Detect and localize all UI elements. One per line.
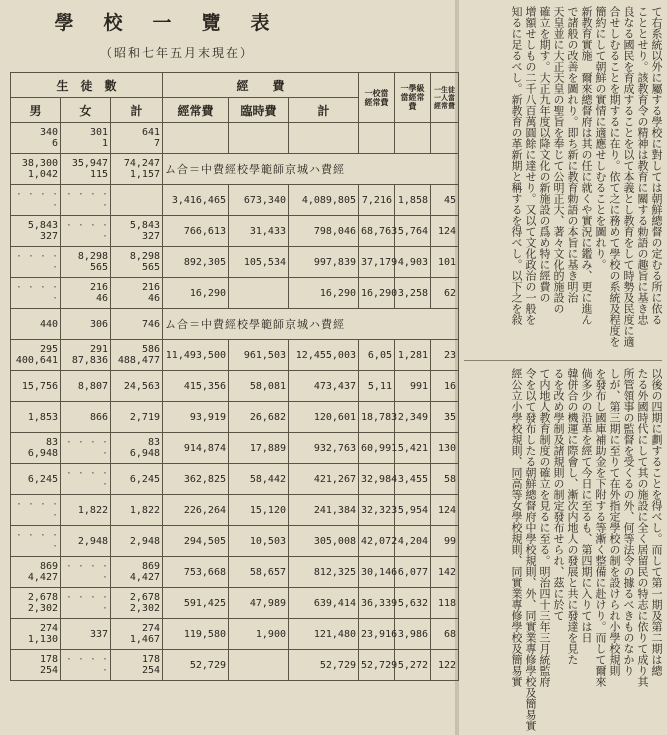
cell-regular: 93,919 xyxy=(163,402,229,433)
text-column: 以後の四期に劃することを得べし。而して第一期及第二期は總 xyxy=(650,368,663,676)
cell-temp: 31,433 xyxy=(229,216,289,247)
cell-male: 2,678 2,302 xyxy=(11,588,61,619)
cell-exp_total: 421,267 xyxy=(289,464,359,495)
text-column: たる外國時代にして其の施設に全く居留民の特志に依りて成り其 xyxy=(636,368,649,687)
cell-total: 586 488,477 xyxy=(111,340,163,371)
cell-female: · · · · · xyxy=(61,464,111,495)
cell-per_class: 1,858 xyxy=(395,185,431,216)
cell-female: 291 87,836 xyxy=(61,340,111,371)
cell-per_school: 5,11 xyxy=(359,371,395,402)
cell-regular: 3,416,465 xyxy=(163,185,229,216)
cell-regular: 914,874 xyxy=(163,433,229,464)
right-text-top xyxy=(464,6,662,356)
cell-female: · · · · · xyxy=(61,216,111,247)
male-header: 男 xyxy=(11,98,61,123)
cell-temp: 1,900 xyxy=(229,619,289,650)
cell-female: · · · · · xyxy=(61,588,111,619)
cell-per_school xyxy=(359,123,395,154)
cell-exp_total xyxy=(289,123,359,154)
text-column: を發布し國庫補助金を下附する等漸く整備に赴けり。而して爾來 xyxy=(594,368,607,687)
cell-exp_total: 639,414 xyxy=(289,588,359,619)
text-column: 合せしむることを期するに在り。依て之に務めて學校の系統及程度を xyxy=(608,6,621,347)
table-row xyxy=(11,154,459,185)
cell-regular: 591,425 xyxy=(163,588,229,619)
cell-per_student xyxy=(431,123,459,154)
cell-per_class: 3,455 xyxy=(395,464,431,495)
cell-per_class: 4,204 xyxy=(395,526,431,557)
cell-regular: 753,668 xyxy=(163,557,229,588)
cell-total: 1,822 xyxy=(111,495,163,526)
cell-per_school: 36,339 xyxy=(359,588,395,619)
cell-regular: 766,613 xyxy=(163,216,229,247)
cell-male: 6,245 xyxy=(11,464,61,495)
cell-exp_total: 305,008 xyxy=(289,526,359,557)
cell-per_student: 58 xyxy=(431,464,459,495)
cell-exp_total: 121,480 xyxy=(289,619,359,650)
cell-per_school: 60,991 xyxy=(359,433,395,464)
cell-temp: 58,081 xyxy=(229,371,289,402)
text-column: て内地人教育制度の確立を見るに至る。明治四十三年三月統監府 xyxy=(538,368,551,687)
cell-total: 746 xyxy=(111,309,163,340)
text-column: 天皇並に大正天皇の聖旨を奉じて公明正大、著々文化的施設の xyxy=(552,6,565,314)
section-divider xyxy=(464,360,662,361)
cell-per_school: 16,290 xyxy=(359,278,395,309)
cell-male: · · · · · xyxy=(11,526,61,557)
cell-regular: 294,505 xyxy=(163,526,229,557)
text-column: で諸般の改善を圖れり。即ち新に教育勅語の本旨に基き明治 xyxy=(566,6,579,303)
table-row xyxy=(11,557,459,588)
cell-per_class xyxy=(395,123,431,154)
cell-per_class: 5,764 xyxy=(395,216,431,247)
cell-male: 440 xyxy=(11,309,61,340)
page-title: 學校一覽表 xyxy=(54,12,300,34)
table-row xyxy=(11,526,459,557)
cell-temp xyxy=(229,278,289,309)
temporary-header: 臨時費 xyxy=(229,98,289,123)
cell-total: 6,245 xyxy=(111,464,163,495)
cell-male: 5,843 327 xyxy=(11,216,61,247)
cell-temp: 58,442 xyxy=(229,464,289,495)
cell-per_school: 23,916 xyxy=(359,619,395,650)
cell-per_school: 37,179 xyxy=(359,247,395,278)
female-header: 女 xyxy=(61,98,111,123)
text-column: 倘多少の沿革を經て今日に至るも、第四期に入りては日 xyxy=(580,368,593,643)
cell-exp_total: 16,290 xyxy=(289,278,359,309)
cell-regular: 16,290 xyxy=(163,278,229,309)
exp-total-header: 計 xyxy=(289,98,359,123)
per-class-header: 一學級當經常費 xyxy=(395,73,431,123)
cell-total: 869 4,427 xyxy=(111,557,163,588)
text-column: こととせり。該教育令の精神は教育に關する勅語の趣旨に基き忠 xyxy=(636,6,649,325)
right-text-bottom xyxy=(464,368,662,733)
cell-total: 5,843 327 xyxy=(111,216,163,247)
cell-exp_total: 473,437 xyxy=(289,371,359,402)
cell-regular: 362,825 xyxy=(163,464,229,495)
cell-male: 869 4,427 xyxy=(11,557,61,588)
cell-per_class: 991 xyxy=(395,371,431,402)
cell-male: 38,300 1,042 xyxy=(11,154,61,185)
cell-female: 866 xyxy=(61,402,111,433)
text-column: 簡約にして朝鮮の實情に適應せしむることを圖れり。 xyxy=(594,6,607,270)
cell-total: 2,719 xyxy=(111,402,163,433)
text-column: 知るに足るべし。新教育の革新期と稱するを得べし。以下之を敍 xyxy=(510,6,523,325)
cell-total: 8,298 565 xyxy=(111,247,163,278)
cell-exp_total: 812,325 xyxy=(289,557,359,588)
cell-female: 216 46 xyxy=(61,278,111,309)
page-subtitle: （昭和七年五月末現在） xyxy=(99,46,254,60)
cell-temp: 58,657 xyxy=(229,557,289,588)
cell-total: 2,948 xyxy=(111,526,163,557)
cell-regular: 226,264 xyxy=(163,495,229,526)
table-row xyxy=(11,123,459,154)
cell-per_student: 99 xyxy=(431,526,459,557)
cell-regular: 415,356 xyxy=(163,371,229,402)
cell-female: · · · · · xyxy=(61,650,111,681)
cell-per_student: 23 xyxy=(431,340,459,371)
cell-per_student: 45 xyxy=(431,185,459,216)
cell-male: 340 6 xyxy=(11,123,61,154)
per-school-header: 一校當經常費 xyxy=(359,73,395,123)
text-column: 新教育實施 爾來總督府は其の任に就くや實況に鑑み、更に進ん xyxy=(580,6,593,325)
cell-female: 1,822 xyxy=(61,495,111,526)
cell-regular: 892,305 xyxy=(163,247,229,278)
cell-per_school: 6,05 xyxy=(359,340,395,371)
cell-temp: 961,503 xyxy=(229,340,289,371)
cell-temp xyxy=(229,123,289,154)
text-column: 確立を期す。大正九年度以降文化の新施設の爲め特に經費の xyxy=(538,6,551,303)
cell-exp_total: 12,455,003 xyxy=(289,340,359,371)
cell-per_class: 2,349 xyxy=(395,402,431,433)
cell-male: · · · · · xyxy=(11,278,61,309)
cell-per_student: 16 xyxy=(431,371,459,402)
cell-per_class: 1,281 xyxy=(395,340,431,371)
cell-per_class: 4,903 xyxy=(395,247,431,278)
cell-note: ム合＝中費經校學範師京城ハ費經 xyxy=(163,309,459,340)
cell-per_school: 30,146 xyxy=(359,557,395,588)
cell-female: 306 xyxy=(61,309,111,340)
text-column: 經公立小學校規則、同高等女學校規則、同實業專修學校及簡易實 xyxy=(510,368,523,687)
school-table xyxy=(10,72,459,681)
table-row xyxy=(11,433,459,464)
cell-per_student: 68 xyxy=(431,619,459,650)
cell-male: 15,756 xyxy=(11,371,61,402)
cell-regular: 52,729 xyxy=(163,650,229,681)
cell-total: 178 254 xyxy=(111,650,163,681)
cell-female: · · · · · xyxy=(61,185,111,216)
cell-per_school: 32,323 xyxy=(359,495,395,526)
cell-total: 274 1,467 xyxy=(111,619,163,650)
cell-temp: 26,682 xyxy=(229,402,289,433)
cell-temp: 10,503 xyxy=(229,526,289,557)
cell-total: 24,563 xyxy=(111,371,163,402)
cell-temp: 15,120 xyxy=(229,495,289,526)
cell-per_school: 32,984 xyxy=(359,464,395,495)
cell-exp_total: 932,763 xyxy=(289,433,359,464)
cell-male: · · · · · xyxy=(11,185,61,216)
text-column: 所管領事の監督を受くるの外、何等法令の據るべきものなかり xyxy=(622,368,635,676)
cell-female: · · · · · xyxy=(61,433,111,464)
cell-per_student: 142 xyxy=(431,557,459,588)
cell-per_student: 124 xyxy=(431,495,459,526)
cell-regular xyxy=(163,123,229,154)
cell-temp: 17,889 xyxy=(229,433,289,464)
total-header: 計 xyxy=(111,98,163,123)
cell-female: 2,948 xyxy=(61,526,111,557)
cell-female: 301 1 xyxy=(61,123,111,154)
text-column: て右系統以外に屬する學校に對しては朝鮮總督の定むる所に依る xyxy=(650,6,663,325)
cell-per_class: 5,632 xyxy=(395,588,431,619)
cell-male: · · · · · xyxy=(11,247,61,278)
cell-per_student: 130 xyxy=(431,433,459,464)
cell-exp_total: 997,839 xyxy=(289,247,359,278)
table-row xyxy=(11,464,459,495)
table-row xyxy=(11,216,459,247)
cell-exp_total: 241,384 xyxy=(289,495,359,526)
students-header: 生 徒 數 xyxy=(11,73,163,98)
table-row xyxy=(11,619,459,650)
cell-temp: 47,989 xyxy=(229,588,289,619)
cell-per_student: 35 xyxy=(431,402,459,433)
cell-regular: 11,493,500 xyxy=(163,340,229,371)
text-column: るを改め學制及諸規則の制定發布せられ、茲に於て xyxy=(552,368,565,621)
cell-per_student: 101 xyxy=(431,247,459,278)
table-row xyxy=(11,371,459,402)
cell-female: 35,947 115 xyxy=(61,154,111,185)
cell-temp: 673,340 xyxy=(229,185,289,216)
text-column: 韓併合の機運に際會し、漸次内地人の發展と共に發達を見た xyxy=(566,368,579,665)
cell-per_school: 68,763 xyxy=(359,216,395,247)
cell-temp xyxy=(229,650,289,681)
cell-total: 2,678 2,302 xyxy=(111,588,163,619)
cell-male: 295 400,641 xyxy=(11,340,61,371)
cell-per_school: 42,072 xyxy=(359,526,395,557)
expenses-header: 經 費 xyxy=(163,73,359,98)
cell-female: 337 xyxy=(61,619,111,650)
cell-male: 178 254 xyxy=(11,650,61,681)
cell-exp_total: 4,089,805 xyxy=(289,185,359,216)
cell-per_class: 3,986 xyxy=(395,619,431,650)
table-row xyxy=(11,495,459,526)
cell-per_class: 5,272 xyxy=(395,650,431,681)
text-column: しが、第三期に至りて在外指定學校の制を設けられ小學校規則 xyxy=(608,368,621,676)
cell-total: 83 6,948 xyxy=(111,433,163,464)
cell-male: · · · · · xyxy=(11,495,61,526)
table-row xyxy=(11,185,459,216)
cell-temp: 105,534 xyxy=(229,247,289,278)
table-row xyxy=(11,309,459,340)
cell-female: 8,807 xyxy=(61,371,111,402)
cell-total: 74,247 1,157 xyxy=(111,154,163,185)
text-column: 增額せしもの二千八百萬圓餘に達せり。又以て文化政治の一般を xyxy=(524,6,537,325)
cell-per_school: 52,729 xyxy=(359,650,395,681)
table-row xyxy=(11,340,459,371)
cell-per_school: 7,216 xyxy=(359,185,395,216)
cell-per_student: 118 xyxy=(431,588,459,619)
regular-header: 經常費 xyxy=(163,98,229,123)
per-student-header: 一生徒一人當經常費 xyxy=(431,73,459,123)
text-column: 良なる國民を育成することを以て本義とし教育をして時勢及民度に適 xyxy=(622,6,635,347)
cell-total: 216 46 xyxy=(111,278,163,309)
table-body xyxy=(11,123,459,681)
cell-female: 8,298 565 xyxy=(61,247,111,278)
cell-regular: 119,580 xyxy=(163,619,229,650)
cell-male: 274 1,130 xyxy=(11,619,61,650)
text-column: 令を以て發布したる朝鮮總督府中學校規則、外、同實業專修學校及簡易實 xyxy=(524,368,537,731)
cell-female: · · · · · xyxy=(61,557,111,588)
cell-total: 641 7 xyxy=(111,123,163,154)
cell-per_class: 3,258 xyxy=(395,278,431,309)
cell-exp_total: 798,046 xyxy=(289,216,359,247)
cell-per_class: 6,077 xyxy=(395,557,431,588)
school-table-wrap xyxy=(10,72,458,735)
table-row xyxy=(11,402,459,433)
cell-per_class: 5,421 xyxy=(395,433,431,464)
cell-per_student: 62 xyxy=(431,278,459,309)
cell-male: 1,853 xyxy=(11,402,61,433)
table-row xyxy=(11,588,459,619)
cell-per_school: 18,783 xyxy=(359,402,395,433)
table-row xyxy=(11,278,459,309)
cell-exp_total: 120,601 xyxy=(289,402,359,433)
cell-total xyxy=(111,185,163,216)
table-row xyxy=(11,247,459,278)
cell-per_student: 122 xyxy=(431,650,459,681)
cell-exp_total: 52,729 xyxy=(289,650,359,681)
cell-per_student: 124 xyxy=(431,216,459,247)
cell-per_class: 5,954 xyxy=(395,495,431,526)
cell-note: ム合＝中費經校學範師京城ハ費經 xyxy=(163,154,459,185)
table-row xyxy=(11,650,459,681)
cell-male: 83 6,948 xyxy=(11,433,61,464)
